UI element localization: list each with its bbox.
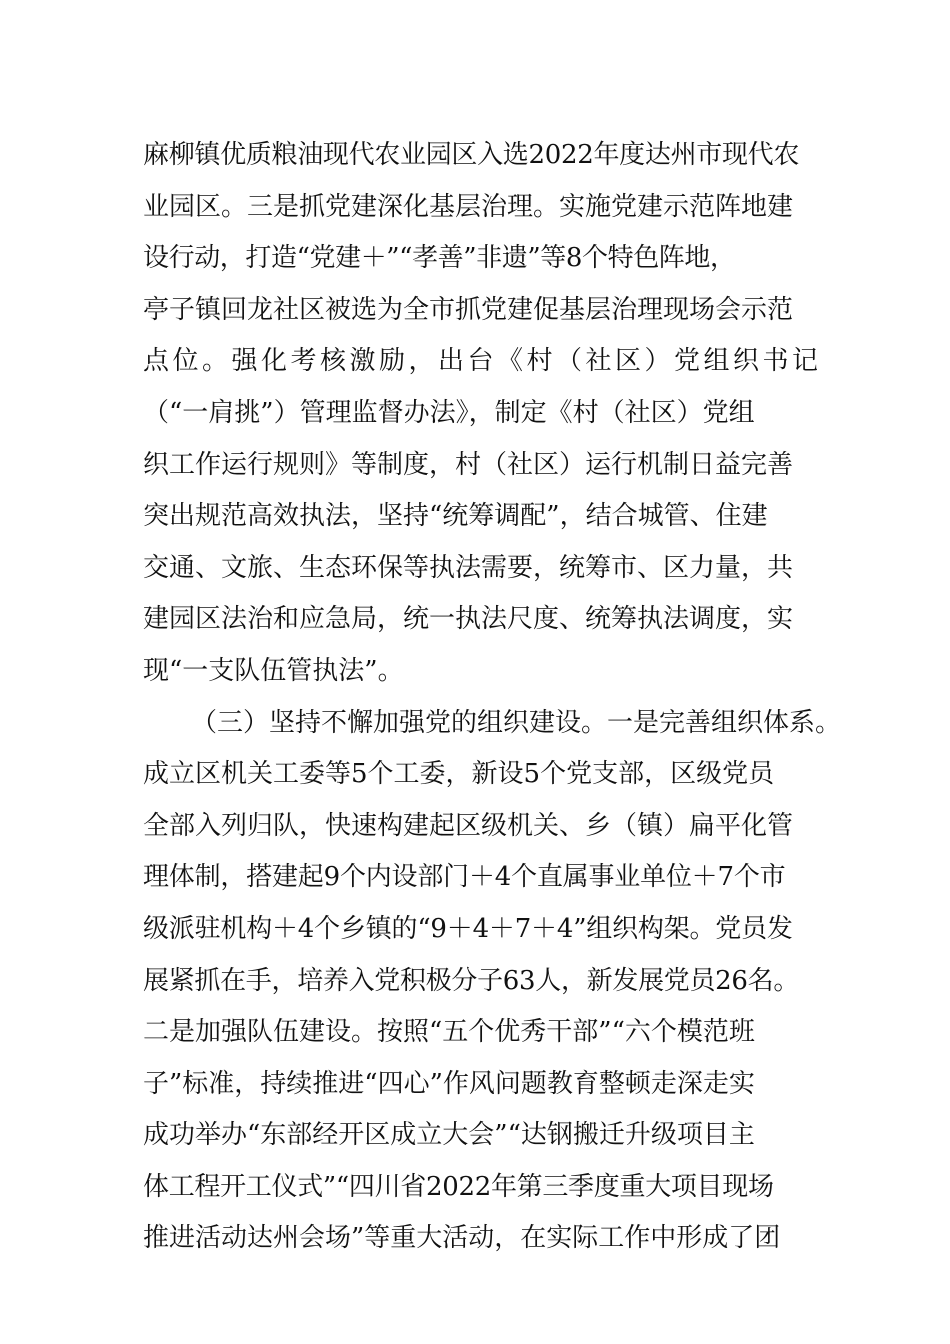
text-line: （“一肩挑”）管理监督办法》，制定《村（社区）党组 — [143, 397, 755, 428]
text-line: 麻柳镇优质粮油现代农业园区入选2022年度达州市现代农 — [143, 140, 800, 170]
text-line: 建园区法治和应急局，统一执法尺度、统筹执法调度，实 — [143, 604, 794, 635]
text-line: 推进活动达州会场”等重大活动，在实际工作中形成了团 — [143, 1223, 781, 1254]
body-text — [143, 130, 842, 1265]
text-line: 现“一支队伍管执法”。 — [143, 655, 404, 686]
text-line: （三）坚持不懈加强党的组织建设。一是完善组织体系。 — [191, 707, 842, 738]
text-line: 点位。强化考核激励，出台《村（社区）党组织书记 — [143, 346, 822, 377]
text-line: 理体制，搭建起9个内设部门＋4个直属事业单位＋7个市 — [143, 862, 786, 893]
text-line: 突出规范高效执法，坚持“统筹调配”，结合城管、住建 — [143, 501, 768, 532]
text-line: 体工程开工仪式”“四川省2022年第三季度重大项目现场 — [143, 1171, 774, 1202]
text-line: 子”标准，持续推进“四心”作风问题教育整顿走深走实 — [143, 1068, 755, 1099]
text-line: 全部入列归队，快速构建起区级机关、乡（镇）扁平化管 — [143, 810, 794, 841]
text-line: 展紧抓在手，培养入党积极分子63人，新发展党员26名。 — [143, 965, 800, 996]
text-line: 业园区。三是抓党建深化基层治理。实施党建示范阵地建 — [143, 191, 794, 222]
text-line: 织工作运行规则》等制度，村（社区）运行机制日益完善 — [143, 449, 794, 480]
text-line: 级派驻机构＋4个乡镇的“9＋4＋7＋4”组织构架。党员发 — [143, 913, 793, 944]
text-line: 成功举办“东部经开区成立大会”“达钢搬迁升级项目主 — [143, 1120, 755, 1151]
text-line: 设行动，打造“党建＋”“孝善”非遗”等8个特色阵地， — [143, 243, 736, 274]
text-line: 交通、文旅、生态环保等执法需要，统筹市、区力量，共 — [143, 552, 794, 583]
text-line: 成立区机关工委等5个工委，新设5个党支部，区级党员 — [143, 759, 775, 790]
text-line: 二是加强队伍建设。按照“五个优秀干部”“六个模范班 — [143, 1017, 755, 1048]
text-line: 亭子镇回龙社区被选为全市抓党建促基层治理现场会示范 — [143, 294, 794, 325]
